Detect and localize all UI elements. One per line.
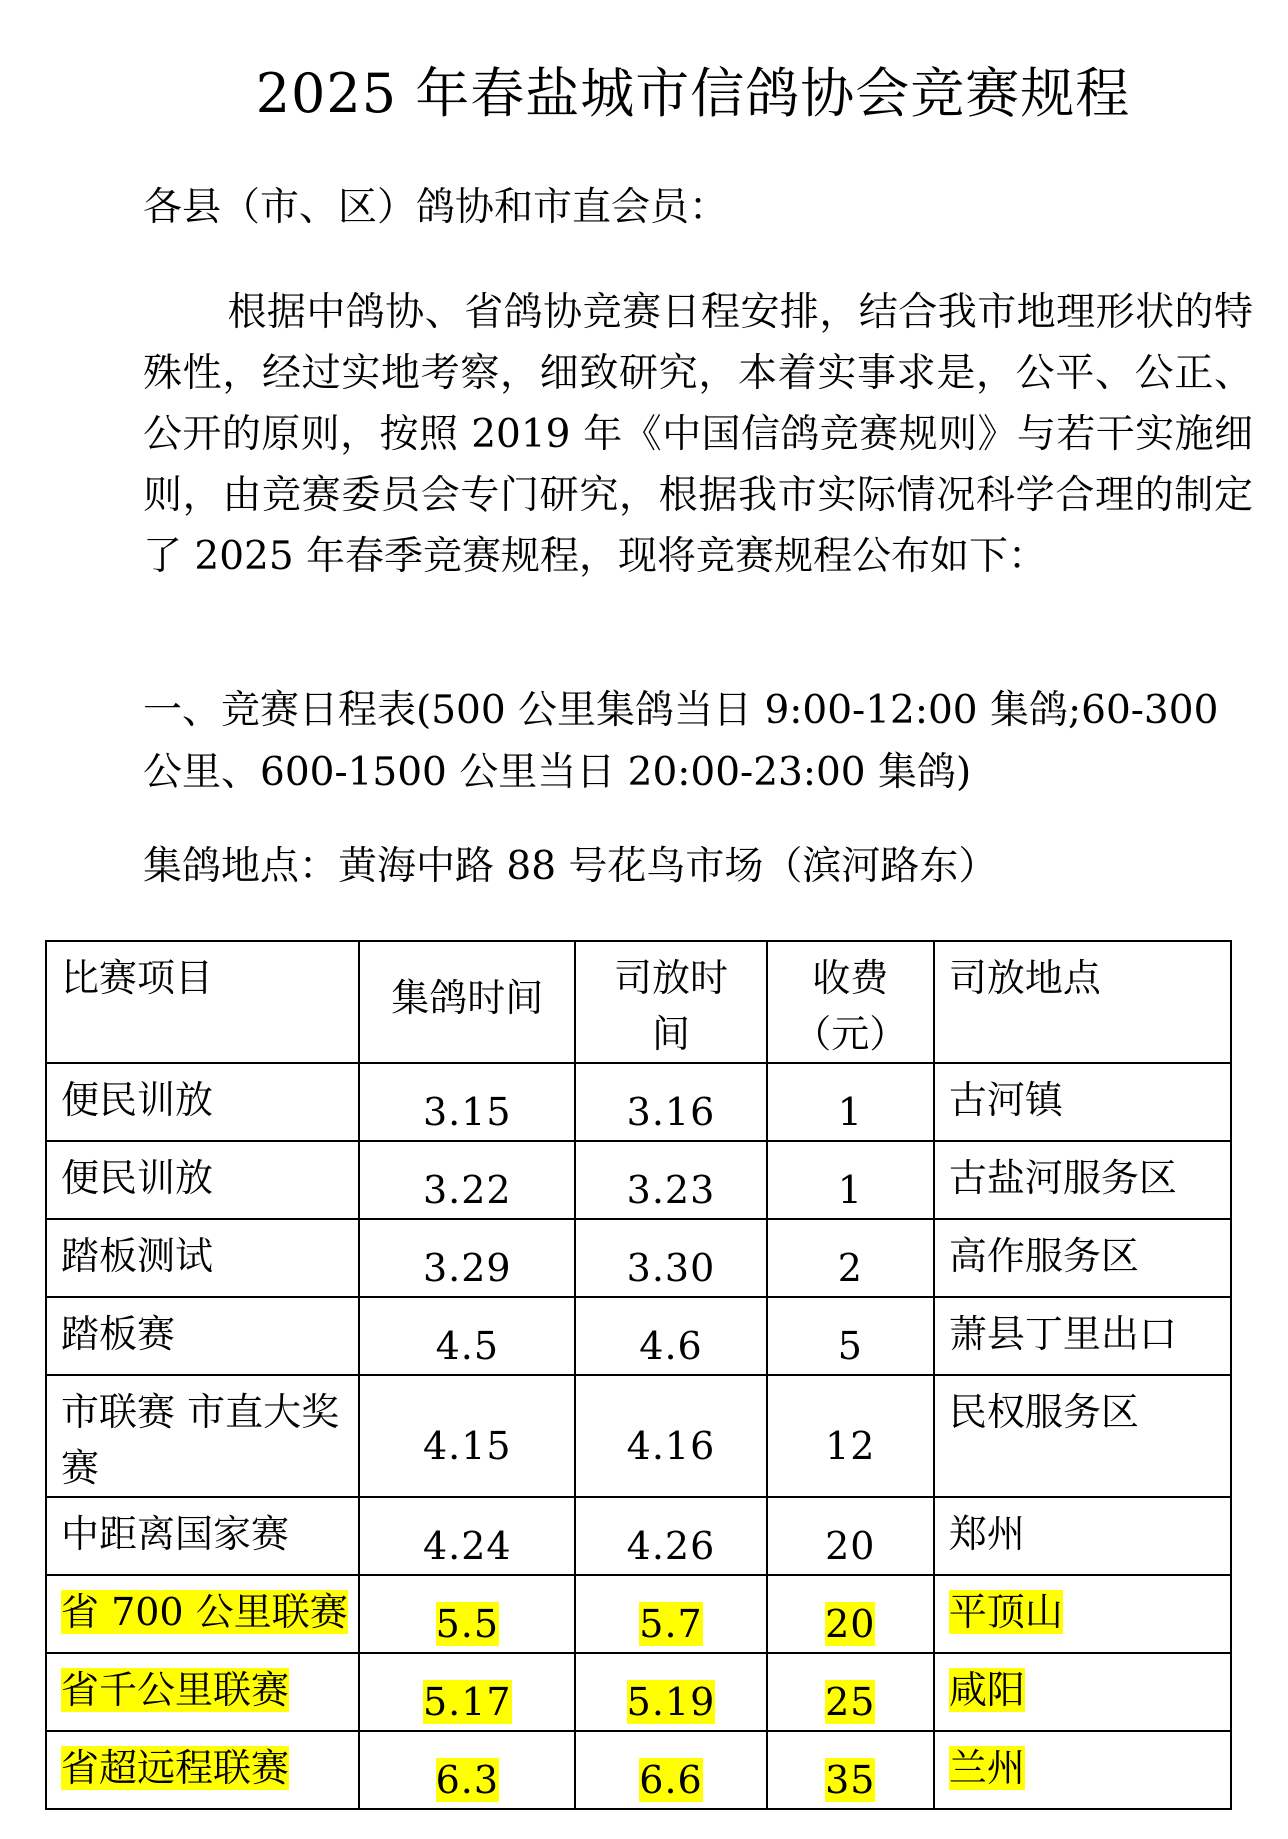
cell-release-time-text: 4.26: [626, 1524, 716, 1568]
cell-event-text: 踏板测试: [61, 1234, 214, 1278]
cell-release-place-text: 郑州: [948, 1512, 1025, 1556]
cell-event: [46, 1219, 359, 1297]
cell-fee: [767, 1375, 934, 1497]
cell-release-time: [575, 1497, 767, 1575]
header-release-time: 司放时 间: [575, 941, 767, 1063]
intro-text: 根据中鸽协、省鸽协竞赛日程安排，结合我市地理形状的特殊性，经过实地考察，细致研究，本着实事求是，公平、公正、公开的原则，按照 2019 年《中国信鸽竞赛规则》与若干实施细则，由竞赛委员会专门研究，根据我市实际情况科学合理的制定了 2025 年春季竞赛规程，现将竞赛规程公布如下：: [143, 290, 1253, 579]
cell-event-text: 便民训放: [61, 1078, 214, 1122]
table-header-row: [46, 941, 1231, 1063]
header-collect-time: 集鸽时间: [359, 941, 575, 1063]
cell-release-place-text: 古盐河服务区: [948, 1156, 1177, 1200]
cell-fee-text: 20: [825, 1524, 876, 1568]
cell-collect-time: [359, 1575, 575, 1653]
cell-release-time: [575, 1219, 767, 1297]
cell-release-place: [934, 1141, 1231, 1219]
cell-fee-text: 1: [837, 1168, 863, 1212]
cell-fee: [767, 1063, 934, 1141]
cell-fee: [767, 1219, 934, 1297]
table-row: [46, 1063, 1231, 1141]
cell-collect-time-text: 4.5: [435, 1324, 500, 1368]
cell-collect-time-text: 3.29: [422, 1246, 512, 1290]
cell-release-time: [575, 1063, 767, 1141]
cell-collect-time: [359, 1731, 575, 1809]
cell-release-time-text: 4.6: [639, 1324, 703, 1368]
cell-release-time: [575, 1731, 767, 1809]
cell-fee-text: 25: [825, 1680, 876, 1724]
cell-release-time-text: 4.16: [626, 1424, 716, 1468]
cell-release-time: [575, 1653, 767, 1731]
cell-release-place: [934, 1497, 1231, 1575]
table-row: [46, 1141, 1231, 1219]
cell-collect-time: [359, 1297, 575, 1375]
cell-release-time: [575, 1575, 767, 1653]
cell-fee-text: 35: [825, 1758, 876, 1802]
cell-fee: [767, 1653, 934, 1731]
cell-release-place: [934, 1731, 1231, 1809]
cell-collect-time: [359, 1497, 575, 1575]
cell-event-text: 踏板赛: [61, 1312, 176, 1356]
cell-release-place-text: 平顶山: [948, 1590, 1063, 1634]
cell-release-place: [934, 1219, 1231, 1297]
cell-release-place: [934, 1063, 1231, 1141]
cell-collect-time-text: 5.5: [435, 1602, 500, 1646]
salutation: 各县（市、区）鸽协和市直会员：: [143, 185, 729, 230]
cell-collect-time-text: 3.22: [422, 1168, 512, 1212]
table-row: [46, 1219, 1231, 1297]
header-fee: 收费 （元）: [767, 941, 934, 1063]
cell-release-time-text: 3.30: [626, 1246, 716, 1290]
cell-event: [46, 1141, 359, 1219]
cell-event: [46, 1297, 359, 1375]
cell-release-time-text: 5.7: [639, 1602, 703, 1646]
cell-fee-text: 1: [837, 1090, 863, 1134]
cell-fee: [767, 1575, 934, 1653]
intro-paragraph: [143, 282, 1253, 587]
cell-release-place: [934, 1653, 1231, 1731]
cell-event-text: 省超远程联赛: [61, 1746, 290, 1790]
cell-collect-time-text: 4.24: [422, 1524, 512, 1568]
schedule-table: [45, 940, 1232, 1810]
cell-event-text: 市联赛 市直大奖赛: [61, 1390, 340, 1490]
header-event: 比赛项目: [46, 941, 359, 1063]
table-row: [46, 1297, 1231, 1375]
cell-event: [46, 1731, 359, 1809]
cell-event: [46, 1575, 359, 1653]
cell-fee: [767, 1141, 934, 1219]
document-title: 2025 年春盐城市信鸽协会竞赛规程: [255, 62, 1131, 125]
cell-collect-time-text: 6.3: [435, 1758, 500, 1802]
table-row: [46, 1497, 1231, 1575]
cell-release-place-text: 咸阳: [948, 1668, 1025, 1712]
cell-release-time: [575, 1297, 767, 1375]
cell-collect-time: [359, 1375, 575, 1497]
cell-collect-time-text: 5.17: [422, 1680, 512, 1724]
cell-release-time-text: 6.6: [639, 1758, 703, 1802]
cell-event: [46, 1653, 359, 1731]
cell-release-place: [934, 1297, 1231, 1375]
table-row: [46, 1375, 1231, 1497]
cell-release-place-text: 古河镇: [948, 1078, 1063, 1122]
cell-release-place: [934, 1375, 1231, 1497]
cell-fee-text: 2: [837, 1246, 863, 1290]
section-heading: 一、竞赛日程表(500 公里集鸽当日 9:00-12:00 集鸽;60-300 公里、600-1500 公里当日 20:00-23:00 集鸽): [143, 688, 1219, 795]
table-row: [46, 1731, 1231, 1809]
cell-release-place-text: 兰州: [948, 1746, 1025, 1790]
cell-release-time: [575, 1141, 767, 1219]
cell-fee: [767, 1497, 934, 1575]
cell-release-time-text: 5.19: [626, 1680, 716, 1724]
cell-collect-time: [359, 1653, 575, 1731]
cell-event: [46, 1375, 359, 1497]
cell-collect-time: [359, 1141, 575, 1219]
cell-collect-time-text: 4.15: [422, 1424, 512, 1468]
cell-release-place: [934, 1575, 1231, 1653]
table-row: [46, 1653, 1231, 1731]
table-row: [46, 1575, 1231, 1653]
cell-fee: [767, 1297, 934, 1375]
collection-location: 集鸽地点：黄海中路 88 号花鸟市场（滨河路东）: [143, 844, 998, 889]
cell-fee-text: 12: [825, 1424, 876, 1468]
cell-event-text: 中距离国家赛: [61, 1512, 290, 1556]
cell-event: [46, 1063, 359, 1141]
cell-event-text: 省千公里联赛: [61, 1668, 290, 1712]
cell-release-time-text: 3.23: [626, 1168, 716, 1212]
cell-event-text: 便民训放: [61, 1156, 214, 1200]
cell-collect-time: [359, 1219, 575, 1297]
cell-release-time-text: 3.16: [626, 1090, 716, 1134]
cell-fee-text: 5: [837, 1324, 863, 1368]
cell-release-place-text: 萧县丁里出口: [948, 1312, 1177, 1356]
header-release-place: 司放地点: [934, 941, 1231, 1063]
cell-event: [46, 1497, 359, 1575]
cell-release-place-text: 民权服务区: [948, 1390, 1139, 1434]
cell-fee-text: 20: [825, 1602, 876, 1646]
cell-release-time: [575, 1375, 767, 1497]
cell-fee: [767, 1731, 934, 1809]
cell-release-place-text: 高作服务区: [948, 1234, 1139, 1278]
cell-collect-time-text: 3.15: [422, 1090, 512, 1134]
cell-event-text: 省 700 公里联赛: [61, 1590, 348, 1634]
cell-collect-time: [359, 1063, 575, 1141]
